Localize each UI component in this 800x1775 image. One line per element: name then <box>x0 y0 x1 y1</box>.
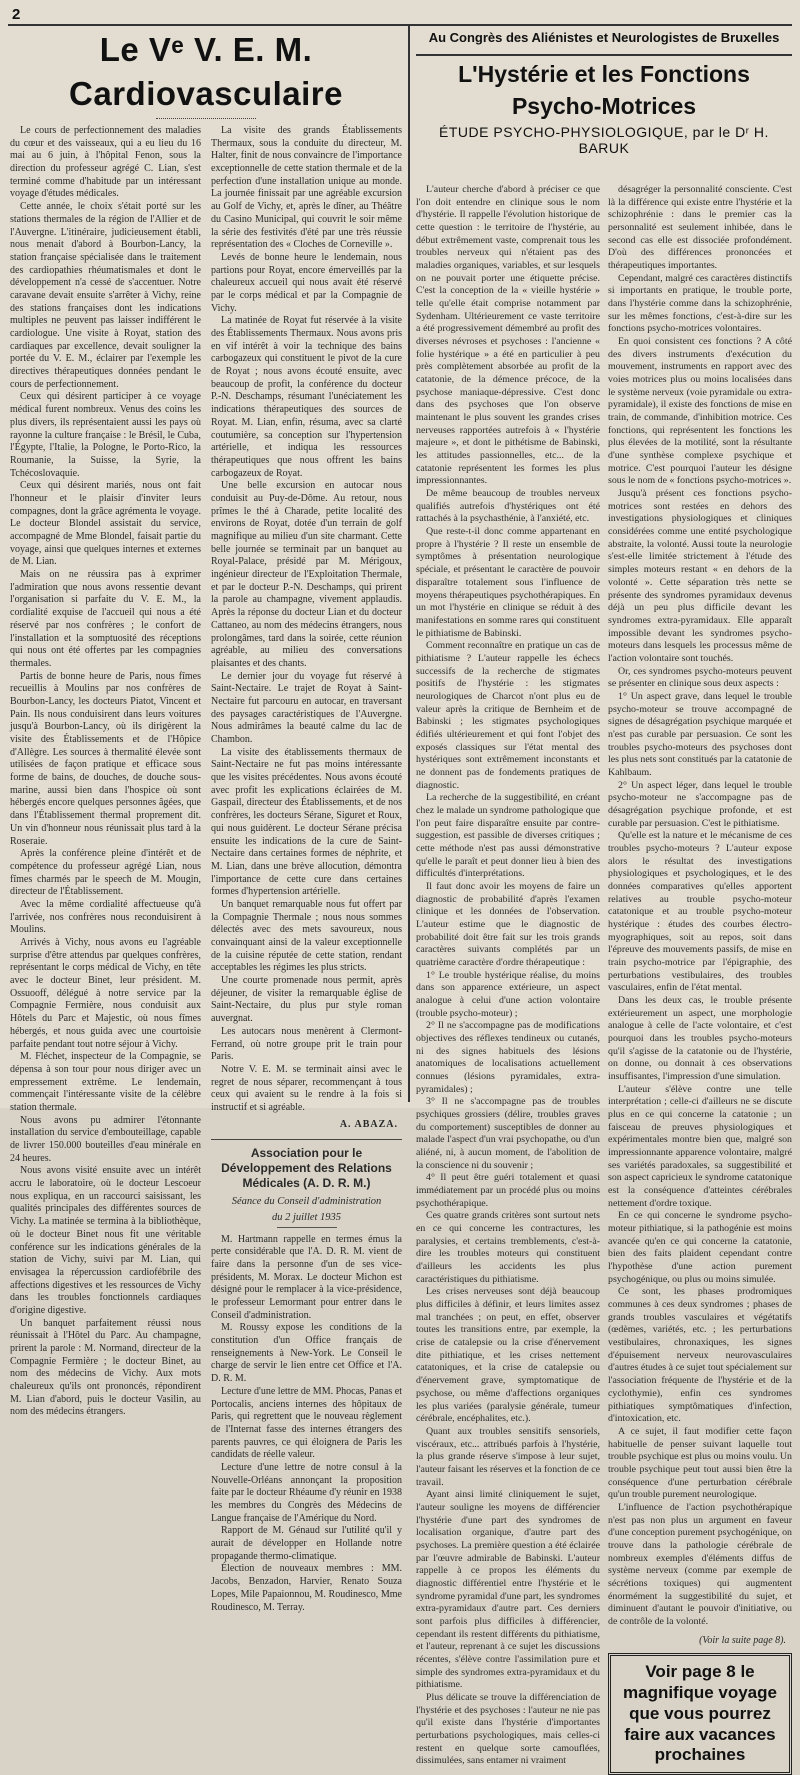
paragraph: Partis de bonne heure de Paris, nous fîmes recueillis à Moulins par nos confrères de Bourbon-Lancy, les docteurs Piatot, Vincent et Pain. Ils nous conduisirent dans leurs voitures jusqu'à Bourbon-Lancy, où ils dirigèrent la visite des Établissements et de l'Hôpice d'Allègre. Les sources à thermalité élevée sont utilisées de façon pratique et efficace sous forme de bains, de douches, de douche sous-marine, aussi bien dans l'hospice où sont hébergés encore quelques personnes âgées, que dans l'Établissement thermal proprement dit. Un vin d'honneur nous réunissait plus tard à la Roseraie. <box>10 670 201 847</box>
paragraph: La visite des grands Établissements Thermaux, sous la conduite du directeur, M. Halter, finit de nous convaincre de l'importance exceptionnelle de cette station thermale et de la perfection d'une installation unique au monde. La journée finissait par une agréable excursion au Golf de Vichy, et, après le dîner, au Théâtre du Casino Municipal, qui couvrit le soir même la série des festivités d'été par une très réussie représentation des « Cloches de Corneville ». <box>211 125 402 251</box>
section-rule <box>277 1227 337 1228</box>
paragraph: De même beaucoup de troubles nerveux qualifiés autrefois d'hystériques ont été rattachés à la psychasthénie, à l'anxiété, etc. <box>416 488 600 525</box>
paragraph: Jusqu'à présent ces fonctions psycho-motrices sont restées en dehors des investigations physiologiques et cliniques considérées comme une entité psychologique abstraite, la volonté. Aussi toute la neurologie s'est-elle limitée strictement à l'étude des simples moteurs restant « en dehors de la volonté ». Cette séparation très nette se présente des syndromes pyramidaux devenus déjà un peu plus difficile devant les syndromes extra-pyramidaux. Elle apparaît impossible devant les syndromes psycho-moteurs dans lesquels les processus même de l'action volontaire sont touchés. <box>608 488 792 664</box>
paragraph: Les crises nerveuses sont déjà beaucoup plus difficiles à définir, et leurs limites assez mal tranchées ; on peut, en effet, observer toutes les transitions entre, par exemple, la crise de catalepsie ou la crise d'énervement dite pithiatique, et les crises nettement catatoniques, et la crise de catalepsie ou d'énervement grave, symptomatique de psychose, ou même d'affections organiques les plus variées (paralysie générale, tumeur cérébrale, encéphalites, etc.). <box>416 1286 600 1425</box>
paragraph: Cependant, malgré ces caractères distinctifs si importants en pratique, le trouble porte, dans l'hystérie comme dans la schizophrénie, sur les mêmes fonctions, c'est-à-dire sur les fonctions psycho-motrices volontaires. <box>608 272 792 335</box>
paragraph: En ce qui concerne le syndrome psycho-moteur pithiatique, si la pathogénie est moins avancée qu'en ce qui concerne la catatonie, bien des faits plaident cependant contre l'hypothèse d'une action purement psychogénique, ou plus ou moins simulée. <box>608 1210 792 1285</box>
paragraph: M. Roussy expose les conditions de la constitution d'un Office français de renseignements à New-York. Le Conseil le charge de servir le lien entre cet Office et l'A. D. R. M. <box>211 1322 402 1385</box>
paragraph: Levés de bonne heure le lendemain, nous partions pour Royat, encore émerveillés par la chaleureux accueil qui nous avait été réservé par le corps médical et par la Compagnie de Vichy. <box>211 251 402 314</box>
paragraph: Les autocars nous menèrent à Clermont-Ferrand, où notre groupe prit le train pour Paris. <box>211 1025 402 1063</box>
paragraph: Ceux qui désirent participer à ce voyage médical furent nombreux. Venus des coins les plus divers, ils représentaient aussi les pays où rayonne la culture française : le Brésil, le Cuba, l'Égypte, l'Italie, la Pologne, le Porto-Rico, la Roumanie, la Suisse, la Syrie, la Tchécoslovaquie. <box>10 391 201 479</box>
paragraph: Avec la même cordialité affectueuse qu'à l'arrivée, nos confrères nous reconduisirent à Moulins. <box>10 898 201 936</box>
paragraph: désagréger la personnalité consciente. C'est là la différence qui existe entre l'hystérie et la schizophrénie : dans le premier cas la personnalité est seulement inhibée, dans le second cas elle est dissociée profondément. D'où des différences prononcées et thérapeutiques importantes. <box>608 184 792 272</box>
left-columns <box>10 125 402 1614</box>
paragraph: Que reste-t-il donc comme appartenant en propre à l'hystérie ? Il reste un ensemble de symptômes à présentation neurologique spéciale, et présentant le caractère de pouvoir disparaître totalement sous l'influence de moyens thérapeutiques psychothérapiques. En un mot l'hystérie en clinique se réduit à des manifestations en somme rares qui constituent le pithiatisme de Babinski. <box>416 526 600 639</box>
right-headline: L'Hystérie et les Fonctions Psycho-Motrices <box>458 61 750 119</box>
paragraph: 2° Il ne s'accompagne pas de modifications objectives des réflexes tendineux ou cutanés, ni des signes habituels des lésions anatomiques de localisations actuellement connues (lésions pyramidales, extra-pyramidales) ; <box>416 1020 600 1095</box>
paragraph: 3° Il ne s'accompagne pas de troubles psychiques grossiers (délire, troubles graves du comportement) susceptibles de donner au malade l'aspect d'un vrai psychopathe, ou d'un aliéné, ni, à aucun moment, de l'abolition de la conscience ni du souvenir ; <box>416 1096 600 1171</box>
column-divider <box>408 26 410 1102</box>
paragraph: En quoi consistent ces fonctions ? A côté des divers instruments d'exécution du mouvement, instruments en rapport avec des voies motrices plus ou moins localisées dans le système nerveux (voie pyramidale ou extra-pyramidale), il existe des fonctions de mise en train, de commande, d'inhibition motrice. Ces fonctions, qui représentent les fonctions les plus élevées de la motilité, sont la résultante d'une synthèse complexe psychique et motrice. C'est pourquoi l'auteur les désigne sous le nom de « fonctions psycho-motrices ». <box>608 336 792 487</box>
article-signature: A. ABAZA. <box>339 1118 398 1130</box>
paragraph: 1° Le trouble hystérique réalise, du moins dans son apparence extérieure, un aspect analogue à celui d'une action volontaire (trouble psycho-moteur) ; <box>416 969 600 1019</box>
paragraph: Lecture d'une lettre de notre consul à la Nouvelle-Orléans annonçant la proposition faite par le docteur Rhéaume d'y réunir en 1938 les membres du Congrès des Médecins de Langue française de l'Amérique du Nord. <box>211 1461 402 1524</box>
paragraph: Ce sont, les phases prodromiques communes à ces deux syndromes ; phases de grands troubles vasculaires et végétatifs (œdèmes, variétés, etc. ; les perturbations vestibulaires, chronaxiques, les signes d'épuisement nerveux neurovasculaires d'autres études à ce sujet tout spécialement sur l'association fréquente de l'hystérie et de la cyclothymie), enfin ces syndromes pithiatiques symptômatiques d'infection, d'intoxication, etc. <box>608 1286 792 1425</box>
congress-banner: Au Congrès des Aliénistes et Neurologistes de Bruxelles <box>416 28 792 56</box>
paragraph: Ceux qui désirent mariés, nous ont fait l'honneur et le plaisir d'inviter leurs compagnes, dont la grâce agrémenta le voyage. Le docteur Blondel assistait du service, accompagné de Mme Blondel, faisait partie du voyage, ainsi que quelques internes et externes de M. Lian. <box>10 480 201 568</box>
paragraph: Quant aux troubles sensitifs sensoriels, viscéraux, etc... attribués parfois à l'hystérie, la plus grande réserve s'impose à leur sujet, l'auteur faisant les réserves et la fonction de ce travail. <box>416 1425 600 1488</box>
paragraph: Mais on ne réussira pas à exprimer l'admiration que nous avons ressentie devant l'organisation si parfaite du V. E. M., la cordialité exquise de l'accueil qui nous a été réservé par nos confrères ; le confort de l'installation et la somptuosité des réceptions qui nous ont été offertes par les compagnies thermales. <box>10 569 201 669</box>
page-number: 2 <box>12 6 21 23</box>
left-article <box>10 28 402 1614</box>
left-column-2 <box>211 125 402 1614</box>
paragraph: Un banquet parfaitement réussi nous réunissait à l'Hôtel du Parc. Au champagne, prirent la parole : M. Normand, directeur de la Compagnie Fermière ; le docteur Binet, au nom des médecins de Vichy. Aux mots chaleureux qu'ils ont prononcés, répondirent M. Lian d'abord, puis le docteur Vasilin, au nom des médecins étrangers. <box>10 1317 201 1418</box>
paragraph: Or, ces syndromes psycho-moteurs peuvent se présenter en clinique sous deux aspects : <box>608 665 792 690</box>
paragraph: Dans les deux cas, le trouble présente extérieurement un aspect, une morphologie analogue à celle de l'acte volontaire, et c'est pourquoi dans les troubles psycho-moteurs qu'il s'agisse de la catatonie ou de l'hystérie, on donne, ou donnait à ces observations insuffisantes, l'impression d'une simulation. <box>608 995 792 1083</box>
paragraph: L'auteur s'élève contre une telle interprétation ; celle-ci d'ailleurs ne se discute plus en ce qui concerne la catatonie ; un faisceau de preuves physiologiques et expérimentales montre bien que, malgré son impressionnante apparence volontaire, malgré ses variétés paradoxales, sa suggestibilité et son aspect capricieux le syndrome catatonique est la conséquence d'atteintes cérébrales nettement d'ordre toxique. <box>608 1083 792 1209</box>
author-byline: par le Dʳ H. BARUK <box>578 124 769 156</box>
paragraph: Lecture d'une lettre de MM. Phocas, Panas et Portocalis, anciens internes des hôpitaux de Paris, qui regrettent que le nouveau règlement de l'Internat fasse des internes étrangers des parents pauvres, ce qui éloignera de Paris les candidats de réelle valeur. <box>211 1385 402 1461</box>
association-session: Séance du Conseil d'administration <box>231 1196 382 1208</box>
paragraph: Il faut donc avoir les moyens de faire un diagnostic de probabilité d'après l'examen clinique et les données de l'observation. L'auteur estime que le diagnostic de probabilité doit être fait sur les trois grands caractères suivants complétés par un quatrième caractère d'ordre thérapeutique : <box>416 880 600 968</box>
paragraph: Rapport de M. Génaud sur l'utilité qu'il y aurait de développer en Hollande notre propagande thermo-climatique. <box>211 1525 402 1562</box>
paragraph: Après la conférence pleine d'intérêt et de compétence du professeur agrégé Lian, nous fîmes charmés par le speech de M. Mougin, directeur de l'Établissement. <box>10 848 201 898</box>
paragraph: 4° Il peut être guéri totalement et quasi immédiatement par un procédé plus ou moins psychothérapique. <box>416 1172 600 1209</box>
right-article <box>416 28 792 1775</box>
paragraph: La visite des établissements thermaux de Saint-Nectaire ne fut pas moins intéressante que les visites précédentes. Nous avons écouté avec profit les explications éclairées de M. Gaspail, directeur des Établissements, et de nos confrères, les docteurs Sérane, Siguret et Roux, qui nous guidèrent. Le docteur Sérane précisa ensuite les indications de la cure de Saint-Nectaire dans certaines formes de néphrite, et M. Lian, dans une brève allocution, démontra l'importance de cette cure dans certaines formes d'hypertension artérielle. <box>211 746 402 898</box>
association-date: du 2 juillet 1935 <box>271 1211 342 1223</box>
paragraph: 2° Un aspect léger, dans lequel le trouble psycho-moteur ne s'accompagne pas de désagrégation psychique profonde, et est curable par persuasion. C'est le pithiatisme. <box>608 779 792 829</box>
right-column-1 <box>416 184 600 1775</box>
paragraph: La matinée de Royat fut réservée à la visite des Établissements Thermaux. Nous avons pris en vif intérêt à voir la technique des bains carbogazeux qui constituent le pivot de la cure de Royat ; nous avons écouté ensuite, avec beaucoup de profit, la conférence du docteur P.-N. Deschamps, résumant l'unéciatement les indications thérapeutiques des sources de Royat. M. Lian, enfin, résuma, avec sa clarté coutumière, sa conception sur l'hypertension artérielle, et indiqua les ressources thérapeutiques que nous offrent les bains carbogazeux de Royat. <box>211 315 402 479</box>
study-label: ÉTUDE PSYCHO-PHYSIOLOGIQUE, <box>439 124 689 140</box>
association-title: Association pour le Développement des Relations Médicales (A. D. R. M.) <box>211 1139 402 1191</box>
paragraph: Le dernier jour du voyage fut réservé à Saint-Nectaire. Le trajet de Royat à Saint-Nectaire fut parcouru en autocar, en traversant des paysages caractéristiques de l'Auvergne. Nous admirâmes la beauté calme du lac de Chambon. <box>211 670 402 745</box>
paragraph: Plus délicate se trouve la différenciation de l'hystérie et des psychoses : l'auteur ne nie pas qu'il existe dans l'hystérie d'importantes perturbations psychologiques, mais celles-ci restent en quelque sorte camouflées, dissimulées, sans entamer ni vraiment <box>416 1691 600 1767</box>
left-column-1 <box>10 125 201 1614</box>
left-headline: Le Vᵉ V. E. M. Cardiovasculaire <box>69 31 343 112</box>
top-rule <box>8 24 792 26</box>
paragraph: Le cours de perfectionnement des maladies du cœur et des vaisseaux, qui a eu lieu du 16 mai au 6 juin, à l'hôpital Fenon, sous la direction du professeur agrégé C. Lian, s'est terminé comme d'habitude par un intéressant voyage d'études médicales. <box>10 125 201 200</box>
paragraph: Cette année, le choix s'était porté sur les stations thermales de la région de l'Allier et de l'Auvergne. L'itinéraire, judicieusement établi, nous menait d'abord à Bourbon-Lancy, la station française spécialisée dans le traitement des cardiopathies rhéumatismales et dont le développement n'a cessé de s'accentuer. Notre caravane devait ensuite s'arrêter à Vichy, reine des stations françaises dont les indications multiples ne peuvent pas laisser indifférent le cardiologue. Une visite à Royat, station des cardiaques par excellence, devait souligner la portée du V. E. M., éclairer par l'exemple les directives thérapeutiques données pendant le cours de perfectionnement. <box>10 201 201 390</box>
paragraph: Comment reconnaître en pratique un cas de pithiatisme ? L'auteur rappelle les échecs successifs de la recherche de stigmates positifs de l'hystérie : les stigmates neurologiques de Charcot n'ont plus eu de valeur après la critique de Bernheim et de Babinski ; les stigmates psychologiques édifiés ultérieurement et qui font l'objet des exposés classiques sur l'état mental des hystériques sont extrêmement inconstants et ne donnent pas de fondements pratiques de diagnostic. <box>416 640 600 791</box>
headline-ornament <box>156 118 256 119</box>
paragraph: Une courte promenade nous permit, après déjeuner, de visiter la remarquable église de Saint-Nectaire, du plus pur style roman auvergnat. <box>211 975 402 1025</box>
right-column-2 <box>608 184 792 1775</box>
paragraph: Notre V. E. M. se terminait ainsi avec le regret de nous séparer, recommençant à tous ceux qui avaient su le rendre à la fois si instructif et si agréable. <box>211 1063 402 1113</box>
paragraph: M. Hartmann rappelle en termes émus la perte considérable que l'A. D. R. M. vient de faire dans la personne d'un de ses vice-présidents, M. Morax. Le docteur Michon est désigné pour le remplacer à la vice-présidence, le professeur Lemormant pour entrer dans le Conseil d'administration. <box>211 1233 402 1321</box>
paragraph: Qu'elle est la nature et le mécanisme de ces troubles psycho-moteurs ? L'auteur expose alors le résultat des investigations physiologiques et psychologiques, et le des données comparatives qu'elles apportent relatives au trouble psycho-moteur catatonique et au trouble psycho-moteur hystérique : études des courbes électro-myographiques, soit au repos, soit dans l'épreuve des mouvements passifs, de mise en train psycho-motrice par l'épigraphie, des perturbations vestibulaires, des troubles vasculaires, enfin de l'état mental. <box>608 830 792 994</box>
paragraph: Arrivés à Vichy, nous avons eu l'agréable surprise d'être attendus par quelques confrères, représentant le corps médical de Vichy, en tête avec le docteur Binet, leur président. M. Ossuooff, délégué à notre service par la Compagnie Fermière, nous conduisit aux Hôtels du Parc et Majestic, où nous fîmes hébergés, et nous guida avec une courtoisie parfaite pendant tout notre séjour à Vichy. <box>10 937 201 1050</box>
paragraph: L'auteur cherche d'abord à préciser ce que l'on doit entendre en clinique sous le nom d'hystérie. Il rappelle l'évolution historique de cette question : le territoire de l'hystérie, au début extrêmement vaste, comprenait tous les troubles nerveux qui n'étaient pas des maladies organiques, variables, et sur lesquels on ne pouvait porter une étiquette précise. C'est la conception de la « vieille hystérie » telle qu'elle était comprise notamment par Sydenham. Ultérieurement ce vaste territoire a été progressivement démembré au profit des diverses névroses et psychoses : l'ancienne « folie hystérique » a été en particulier à peu près complètement absorbée au profit de la catatonie, de la démence précoce, de la psychose maniaque-dépressive. C'est donc dans des psychoses que l'on observe maintenant le plus souvent les grandes crises nerveuses rapportées autrefois à « l'hystérie majeure », et dont le pithétisme de Babinski, les attitudes passionnelles, etc... de la catatonie représentent les formes les plus impressionnantes. <box>416 184 600 487</box>
paragraph: A ce sujet, il faut modifier cette façon habituelle de penser suivant laquelle tout trouble psychique est plus ou moins voulu. Un trouble psychique peut tout aussi bien être la conséquence d'une perturbation cérébrale qu'un trouble purement neurologique. <box>608 1425 792 1501</box>
paragraph: La recherche de la suggestibilité, en créant chez le malade un syndrome pathologique que l'on peut faire disparaître ensuite par contre-suggestion, est passible de diverses critiques ; cette méthode n'est pas aussi démonstrative qu'elle le paraît et peut donner lieu à bien des difficultés d'interprétations. <box>416 792 600 880</box>
right-columns <box>416 184 792 1775</box>
paragraph: Un banquet remarquable nous fut offert par la Compagnie Thermale ; nous nous sommes délectés avec des mets savoureux, nous convainquant ainsi de la valeur exceptionnelle de la cuisine réputée de cette station, rendant acceptables les régimes les plus stricts. <box>211 898 402 974</box>
paragraph: M. Fléchet, inspecteur de la Compagnie, se dépensa à son tour pour nous diriger avec un empressement extrême. Le lendemain, commençait l'intéressante visite de la célèbre station thermale. <box>10 1051 201 1113</box>
right-subtitle <box>416 124 792 156</box>
paragraph: Ayant ainsi limité cliniquement le sujet, l'auteur souligne les moyens de différencier l'hystérie d'une part des syndromes de localisation organique, d'autre part des psychoses. La première question a été éclairée par l'œuvre admirable de Babinski. L'auteur rappelle à ce propos les éléments du diagnostic différentiel entre l'hystérie et le syndrome pyramidal d'une part, les syndromes extra-pyramidaux d'autre part. Ces derniers sont parfois plus difficiles à différencier, cependant ils restent différents du pithiatisme, et l'auteur, reprenant à ce sujet les discussions récentes, s'élève contre l'assimilation pure et simple des syndromes extra-pyramidaux et du pithiatisme. <box>416 1489 600 1691</box>
paragraph: 1° Un aspect grave, dans lequel le trouble psycho-moteur se trouve accompagné de signes de désagrégation psychique marquée et n'est pas curable par persuasion. Ce sont les troubles psycho-moteurs des psychoses dont les plus nets sont constitués par la catatonie de Kahlbaum. <box>608 690 792 778</box>
paragraph: Élection de nouveaux membres : MM. Jacobs, Benzadon, Harvier, Renato Souza Lopes, Mile Papaionnou, M. Roudinesco, Mme Roudinesco, M. Terray. <box>211 1563 402 1613</box>
paragraph: L'influence de l'action psychothérapique n'est pas non plus un argument en faveur d'une conception purement psychogénique, on trouve dans la pathologie cérébrale de nombreux exemples d'éléments diffus de système nerveux (comme par exemple de sécrétions toxiques) qui augmentent énormément la suggestibilité du sujet, et diminuent d'autant le pouvoir d'initiative, ou de contrôle de la volonté. <box>608 1501 792 1627</box>
paragraph: Une belle excursion en autocar nous conduisit au Puy-de-Dôme. Au retour, nous prîmes le thé à Charade, petite localité des environs de Royat, dotée d'un terrain de golf magnifique au milieu d'un site charmant. Cette belle journée se terminait par un banquet au Royal-Palace, présidé par M. Mérigoux, ingénieur directeur de l'Exploitation Thermale, et par le docteur P.-N. Deschamps, qui prirent la parole au champagne, vivement applaudis. Après la réponse du docteur Lian et du docteur Cattaneo, au nom des médecins étrangers, nous prolongâmes, tard dans la soirée, cette réunion agréable, au milieu des conversations plaisantes et des chants. <box>211 480 402 669</box>
paragraph: Nous avons visité ensuite avec un intérêt accru le laboratoire, où le docteur Lescoeur nous expliqua, en un raccourci saisissant, les qualités principales des différentes sources de Vichy. La matinée se termina à la bibliothèque, où le docteur Binet nous fit une véritable conférence sur les indications générales de la station de Vichy, suivi par M. Lian, qui envisagea la répercussion cardiofébrile des affections digestives et les ressources de Vichy dans les troubles fonctionnels cardiaques d'origine digestive. <box>10 1165 201 1316</box>
promo-box: Voir page 8 le magnifique voyage que vous pourrez faire aux vacances prochaines <box>608 1653 792 1775</box>
paragraph: Nous avons pu admirer l'étonnante installation du service d'embouteillage, capable de livrer 150.000 bouteilles d'eau minérale en 24 heures. <box>10 1114 201 1164</box>
continued-note: (Voir la suite page 8). <box>699 1634 786 1646</box>
paragraph: Ces quatre grands critères sont surtout nets en ce qui concerne les contractures, les paralysies, et certains tremblements, c'est-à-dire les troubles moteurs qui constituent d'ailleurs les accidents les plus caractéristiques du pithiatisme. <box>416 1210 600 1285</box>
